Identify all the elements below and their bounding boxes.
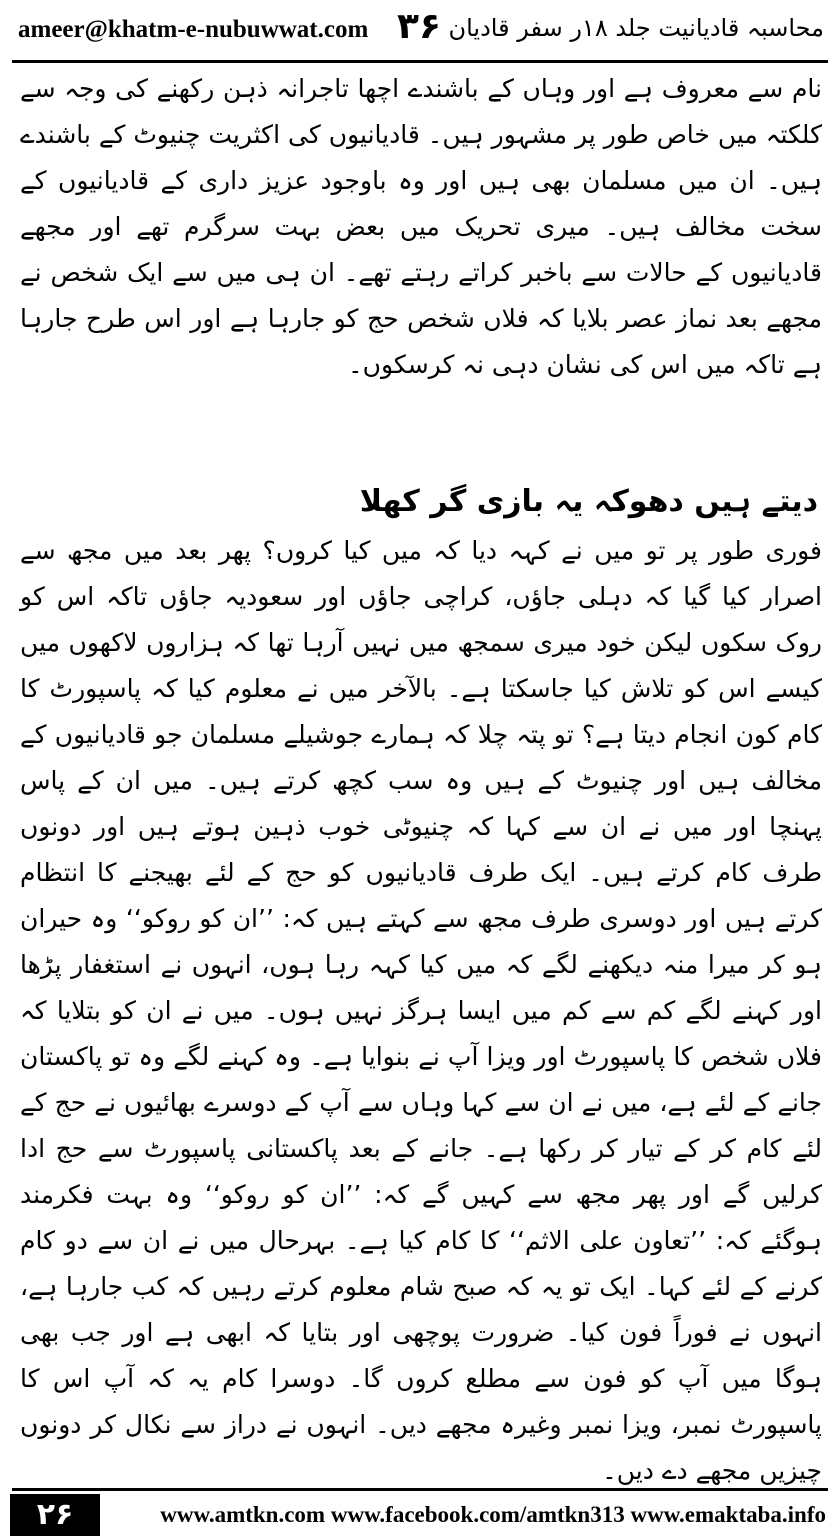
header-book-title: محاسبہ قادیانیت جلد ۱۸ر سفر قادیان: [448, 14, 824, 42]
section-heading: دیتے ہیں دھوکہ یہ بازی گر کھلا: [359, 484, 818, 519]
footer-page-number: ۲۶: [10, 1494, 100, 1536]
footer-divider: [12, 1488, 828, 1491]
header-page-number: ۳۶: [397, 6, 441, 47]
paragraph-1: نام سے معروف ہے اور وہاں کے باشندے اچھا تاجرانہ ذہن رکھنے کی وجہ سے کلکتہ میں خاص طور پر مشہور ہیں۔ قادیانیوں کی اکثریت چنیوٹ کے باشندے ہیں۔ ان میں مسلمان بھی ہیں اور وہ باوجود عزیز داری کے قادیانیوں کے سخت مخالف ہیں۔ میری تحریک میں بعض بہت سرگرم تھے اور مجھے قادیانیوں کے حالات سے باخبر کراتے رہتے تھے۔ ان ہی میں سے ایک شخص نے مجھے بعد نماز عصر بلایا کہ فلاں شخص حج کو جارہا ہے اور اس طرح جارہا ہے تاکہ میں اس کی نشان دہی نہ کرسکوں۔: [20, 74, 822, 379]
header-divider: [12, 60, 828, 63]
footer-website-links[interactable]: www.amtkn.com www.facebook.com/amtkn313 www.emaktaba.info: [160, 1502, 826, 1527]
header-email[interactable]: ameer@khatm-e-nubuwwat.com: [18, 16, 369, 43]
page-header: [12, 8, 828, 56]
paragraph-2: فوری طور پر تو میں نے کہہ دیا کہ میں کیا کروں؟ پھر بعد میں مجھ سے اصرار کیا گیا کہ دہلی جاؤں، کراچی جاؤں اور سعودیہ جاؤں تاکہ اس کو روک سکوں لیکن خود میری سمجھ میں نہیں آرہا تھا کہ ہزاروں لاکھوں میں کیسے اس کو تلاش کیا جاسکتا ہے۔ بالآخر میں نے معلوم کیا کہ پاسپورٹ کا کام کون انجام دیتا ہے؟ تو پتہ چلا کہ ہمارے جوشیلے مسلمان جو قادیانیوں کے مخالف ہیں اور چنیوٹ کے ہیں وہ سب کچھ کرتے ہیں۔ میں ان کے پاس پہنچا اور میں نے ان سے کہا کہ چنیوٹی خوب ذہین ہوتے ہیں اور دونوں طرف کام کرتے ہیں۔ ایک طرف قادیانیوں کو حج کے لئے بھیجنے کا انتظام کرتے ہیں اور دوسری طرف مجھ سے کہتے ہیں کہ: ’’ان کو روکو‘‘ وہ حیران ہو کر میرا منہ دیکھنے لگے کہ میں کیا کہہ رہا ہوں، انہوں نے استغفار پڑھا اور کہنے لگے کم سے کم میں ایسا ہرگز نہیں ہوں۔ میں نے ان کو بتلایا کہ فلاں شخص کا پاسپورٹ اور ویزا آپ نے بنوایا ہے۔ وہ کہنے لگے وہ تو پاکستان جانے کے لئے ہے، میں نے ان سے کہا وہاں سے آپ کے دوسرے بھائیوں نے حج کے لئے کام کر کے تیار کر رکھا ہے۔ جانے کے بعد پاکستانی پاسپورٹ سے حج ادا کرلیں گے اور پھر مجھ سے کہیں گے کہ: ’’ان کو روکو‘‘ وہ بہت فکرمند ہوگئے کہ: ’’تعاون علی الاثم‘‘ کا کام کیا ہے۔ بہرحال میں نے ان سے دو کام کرنے کے لئے کہا۔ ایک تو یہ کہ صبح شام معلوم کرتے رہیں کہ کب جارہا ہے، انہوں نے فوراً فون کیا۔ ضرورت پوچھی اور بتایا کہ ابھی ہے اور جب بھی ہوگا میں آپ کو فون سے مطلع کروں گا۔ دوسرا کام یہ کہ آپ اس کا پاسپورٹ نمبر، ویزا نمبر وغیرہ مجھے دیں۔ انہوں نے دراز سے نکال کر دونوں چیزیں مجھے دے دیں۔: [20, 536, 822, 1485]
